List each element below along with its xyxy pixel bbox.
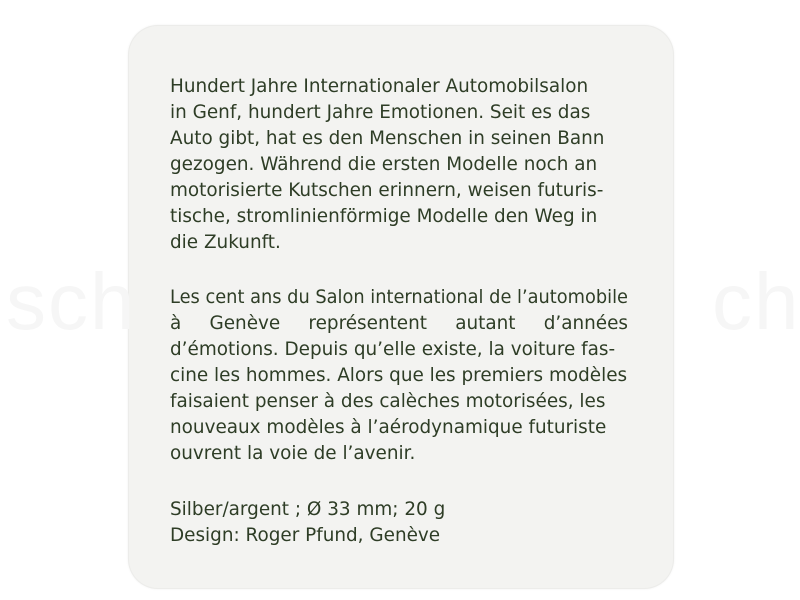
watermark-left: sch	[6, 257, 137, 346]
german-paragraph	[170, 74, 628, 256]
designer-line: Design: Roger Pfund, Genève	[170, 525, 441, 546]
french-paragraph	[170, 285, 628, 467]
german-line-3: Auto gibt, hat es den Menschen in seinen Bann	[170, 128, 605, 149]
french-line-2: à Genève représentent autant d’années	[170, 313, 628, 334]
french-line-5: faisaient penser à des calèches motorisées, les	[170, 391, 606, 412]
german-line-7: die Zukunft.	[170, 232, 281, 253]
watermark-right: ch	[712, 257, 800, 346]
german-line-5: motorisierte Kutschen erinnern, weisen futuris-	[170, 180, 604, 201]
french-line-3: d’émotions. Depuis qu’elle existe, la voiture fas-	[170, 339, 616, 360]
german-line-2: in Genf, hundert Jahre Emotionen. Seit es das	[170, 102, 591, 123]
french-line-4: cine les hommes. Alors que les premiers modèles	[170, 365, 628, 386]
french-line-1	[170, 285, 628, 311]
french-line-7: ouvrent la voie de l’avenir.	[170, 443, 416, 464]
german-line-4: gezogen. Während die ersten Modelle noch an	[170, 154, 598, 175]
material-weight-line: Silber/argent ; Ø 33 mm; 20 g	[170, 499, 446, 520]
french-line-1-text: Les cent ans du Salon international de l’automobile	[170, 287, 628, 308]
german-line-1: Hundert Jahre Internationaler Automobilsalon	[170, 76, 589, 97]
coin-specs	[170, 497, 628, 549]
french-line-6: nouveaux modèles à l’aérodynamique futuriste	[170, 417, 607, 438]
german-line-6: tische, stromlinienförmige Modelle den Weg in	[170, 206, 598, 227]
